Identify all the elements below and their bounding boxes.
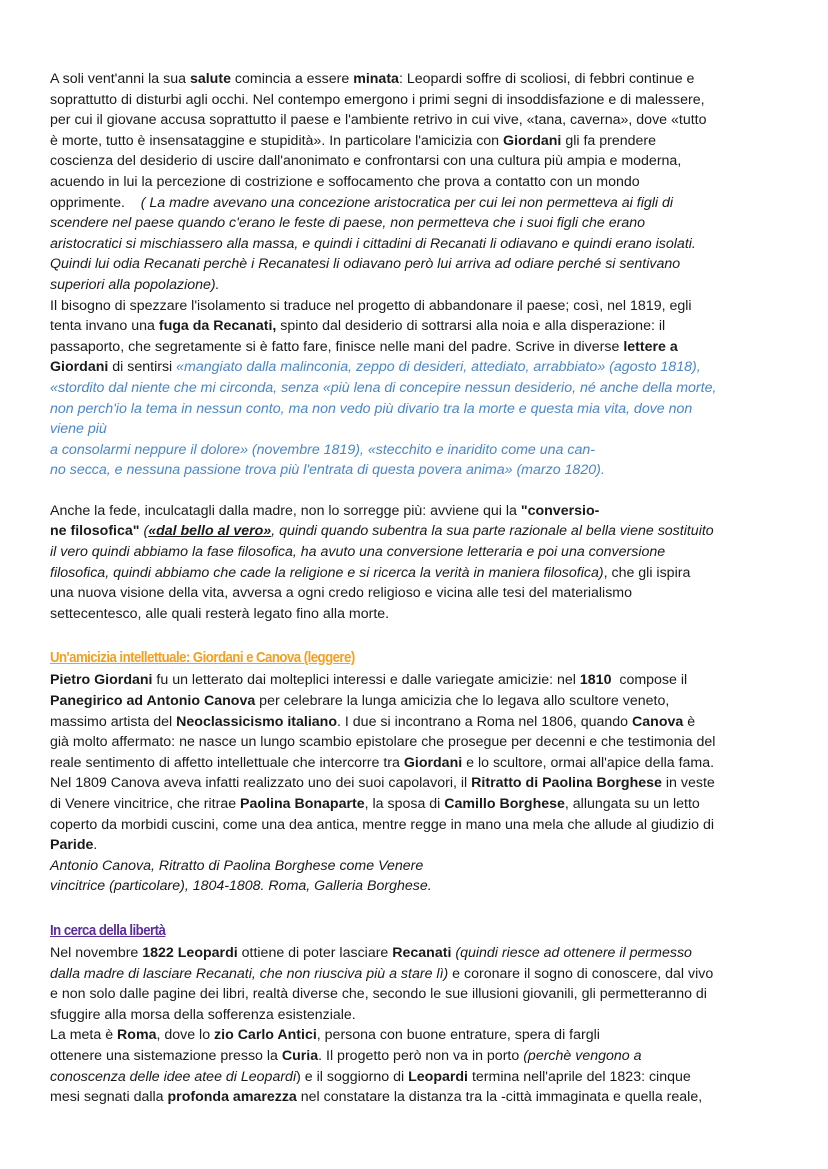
paragraph-faith: Anche la fede, inculcatagli dalla madre, non lo sorregge più: avviene qui la "conversio- ne filosofica" («dal bello al vero», quindi quando subentra la sua parte razionale al bella viene sostituito il vero quindi abbiamo la fase filosofica, ha avuto una conversione letteraria e poi una conversione filosofica, quindi abbiamo che cade la religione e si ricerca la verità in maniera filosofica), che gli ispira una nuova visione della vita, avversa a ogni credo religioso e vicina alle tesi del materialismo settecentesco, alle quali resterà legato fino alla morte. — [50, 502, 714, 622]
section-heading-freedom: In cerca della libertà — [50, 921, 166, 939]
paragraph-freedom: Nel novembre 1822 Leopardi ottiene di poter lasciare Recanati (quindi riesce ad ottenere il permesso dalla madre di lasciare Recanati, che non riusciva più a stare lì) e coronare il sogno di conoscere, dal vivo e non solo dalle pagine dei libri, realtà diverse che, secondo le sue illusioni giovanili, gli permetteranno di sfuggire alla morsa della sofferenza esistenziale. La meta è Roma, dove lo zio Carlo Antici, persona con buone entrature, spera di fargli ottenere una sistemazione presso la Curia. Il progetto però non va in porto (perchè vengono a conoscenza delle idee atee di Leopardi) e il soggiorno di Leopardi termina nell'aprile del 1823: cinque mesi segnati dalla profonda amarezza nel constatare la distanza tra la -città immaginata e quella reale, — [50, 944, 714, 1106]
image-caption: Antonio Canova, Ritratto di Paolina Borghese come Venere — [50, 857, 424, 874]
paragraph-giordani-canova: Pietro Giordani fu un letterato dai molteplici interessi e dalle variegate amicizie: nel 1810 compose il Panegirico ad Antonio Canova per celebrare la lunga amicizia che lo legava allo scultore veneto, massimo artista del Neoclassicismo italiano. I due si incontrano a Roma nel 1806, quando Canova è già molto affermato: ne nasce un lungo scambio epistolare che prosegue per decenni e che testimonia del reale sentimento di affetto intellettuale che intercorre tra Giordani e lo scultore, ormai all'apice della fama. Nel 1809 Canova aveva infatti realizzato uno dei suoi capolavori, il Ritratto di Paolina Borghese in veste di Venere vincitrice, che ritrae Paolina Bonaparte, la sposa di Camillo Borghese, allungata su un letto coperto da morbidi cuscini, come una dea antica, mentre regge in mano una mela che allude al giudizio di Paride. Antonio Canova, Ritratto di Paolina Borghese come Venere vincitrice (particolare), 1804-1808. Roma, Galleria Borghese. — [50, 670, 772, 897]
paragraph-health: A soli vent'anni la sua salute comincia a essere minata: Leopardi soffre di scoliosi, di febbri continue e soprattutto di disturbi agli occhi. Nel contempo emergono i primi segni di insoddisfazione e di malessere, per cui il giovane accusa soprattutto il paese e l'ambiente retrivo in cui vive, «tana, caverna», dove «tutto è morte, tutto è insensataggine e stupidità». In particolare l'amicizia con Giordani gli fa prendere coscienza del desiderio di uscire dall'anonimato e confrontarsi con una cultura più ampia e moderna, acuendo in lui la percezione di costrizione e soffocamento che prova a contatto con un mondo opprimente. ( La madre avevano una concezione aristocratica per cui lei non permetteva ai figli di scendere nel paese quando c'erano le feste di paese, non permetteva che i suoi figli che erano aristocratici si mischiassero alla massa, e quindi i cittadini di Recanati li odiavano e quindi erano isolati. Quindi lui odia Recanati perchè i Recanatesi li odiavano però lui arriva ad odiare perché si sentivano superiori alla popolazione). Il bisogno di spezzare l'isolamento si traduce nel progetto di abbandonare il paese; così, nel 1819, egli tenta invano una fuga da Recanati, spinto dal desiderio di sottrarsi alla noia e alla disperazione: il passaporto, che segretamente si è fatto fare, finisce nelle mani del padre. Scrive in diverse lettere a Giordani di sentirsi «mangiato dalla malinconia, zeppo di desideri, attediato, arrabbiato» (agosto 1818), «stordito dal niente che mi circonda, senza «più lena di concepire nessun desiderio, né anche della morte, non perch'io la tema in nessun conto, ma non vedo più divario tra la morte e questa mia vita, dove non viene più a consolarmi neppure il dolore» (novembre 1819), «stecchito e inaridito come una can- no secca, e nessuna passione trova più l'entrata di questa povera anima» (marzo 1820). — [50, 71, 717, 479]
document-body — [50, 69, 772, 1108]
section-heading-friendship: Un'amicizia intellettuale: Giordani e Canova (leggere) — [50, 649, 355, 667]
